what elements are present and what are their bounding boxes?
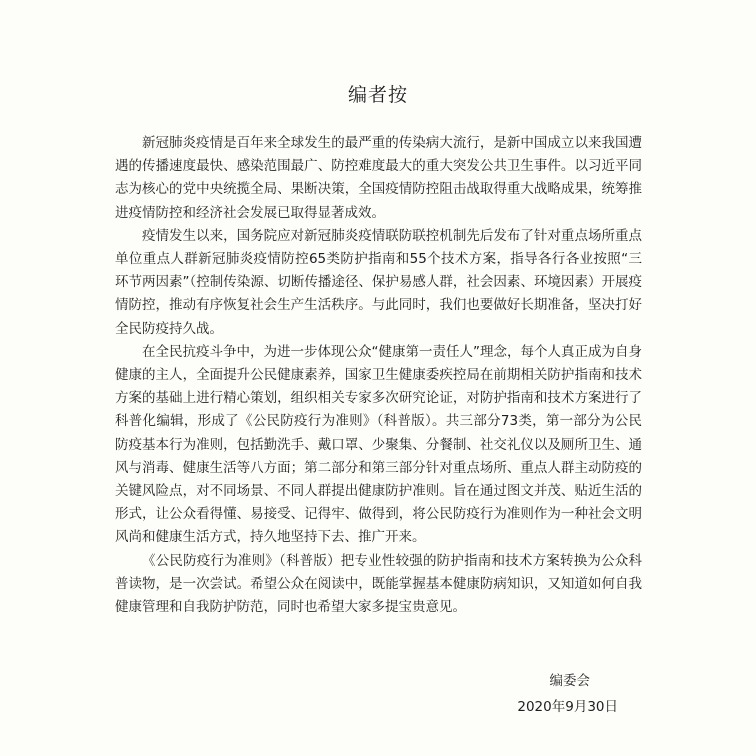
document-body <box>115 132 642 619</box>
paragraph-2: 疫情发生以来，国务院应对新冠肺炎疫情联防联控机制先后发布了针对重点场所重点单位重点人群新冠肺炎疫情防控65类防护指南和55个技术方案，指导各行各业按照“三环节两因素”（控制传染源、切断传播途径、保护易感人群，社会因素、环境因素）开展疫情防控，推动有序恢复社会生产生活秩序。与此同时，我们也要做好长期准备，坚决打好全民防疫持久战。 <box>115 227 642 337</box>
signature-date: 2020年9月30日 <box>517 699 618 715</box>
paragraph-4: 《公民防疫行为准则》（科普版）把专业性较强的防护指南和技术方案转换为公众科普读物，是一次尝试。希望公众在阅读中，既能掌握基本健康防病知识，又知道如何自我健康管理和自我防护防范，同时也希望大家多提宝贵意见。 <box>115 552 642 616</box>
paragraph-1: 新冠肺炎疫情是百年来全球发生的最严重的传染病大流行，是新中国成立以来我国遭遇的传播速度最快、感染范围最广、防控难度最大的重大突发公共卫生事件。以习近平同志为核心的党中央统揽全局、果断决策，全国疫情防控阻击战取得重大战略成果，统筹推进疫情防控和经济社会发展已取得显著成效。 <box>115 135 642 221</box>
document-title: 编者按 <box>347 84 408 106</box>
signature-editorial-board: 编委会 <box>549 673 590 689</box>
signature-block <box>517 668 618 720</box>
paragraph-3: 在全民抗疫斗争中，为进一步体现公众“健康第一责任人”理念，每个人真正成为自身健康的主人，全面提升公民健康素养，国家卫生健康委疾控局在前期相关防护指南和技术方案的基础上进行精心策划，组织相关专家多次研究论证，对防护指南和技术方案进行了科普化编辑，形成了《公民防疫行为准则》（科普版）。共三部分73类，第一部分为公民防疫基本行为准则，包括勤洗手、戴口罩、少聚集、分餐制、社交礼仪以及厕所卫生、通风与消毒、健康生活等八方面；第二部分和第三部分针对重点场所、重点人群主动防疫的关键风险点，对不同场景、不同人群提出健康防护准则。旨在通过图文并茂、贴近生活的形式，让公众看得懂、易接受、记得牢、做得到，将公民防疫行为准则作为一种社会文明风尚和健康生活方式，持久地坚持下去、推广开来。 <box>115 343 642 546</box>
